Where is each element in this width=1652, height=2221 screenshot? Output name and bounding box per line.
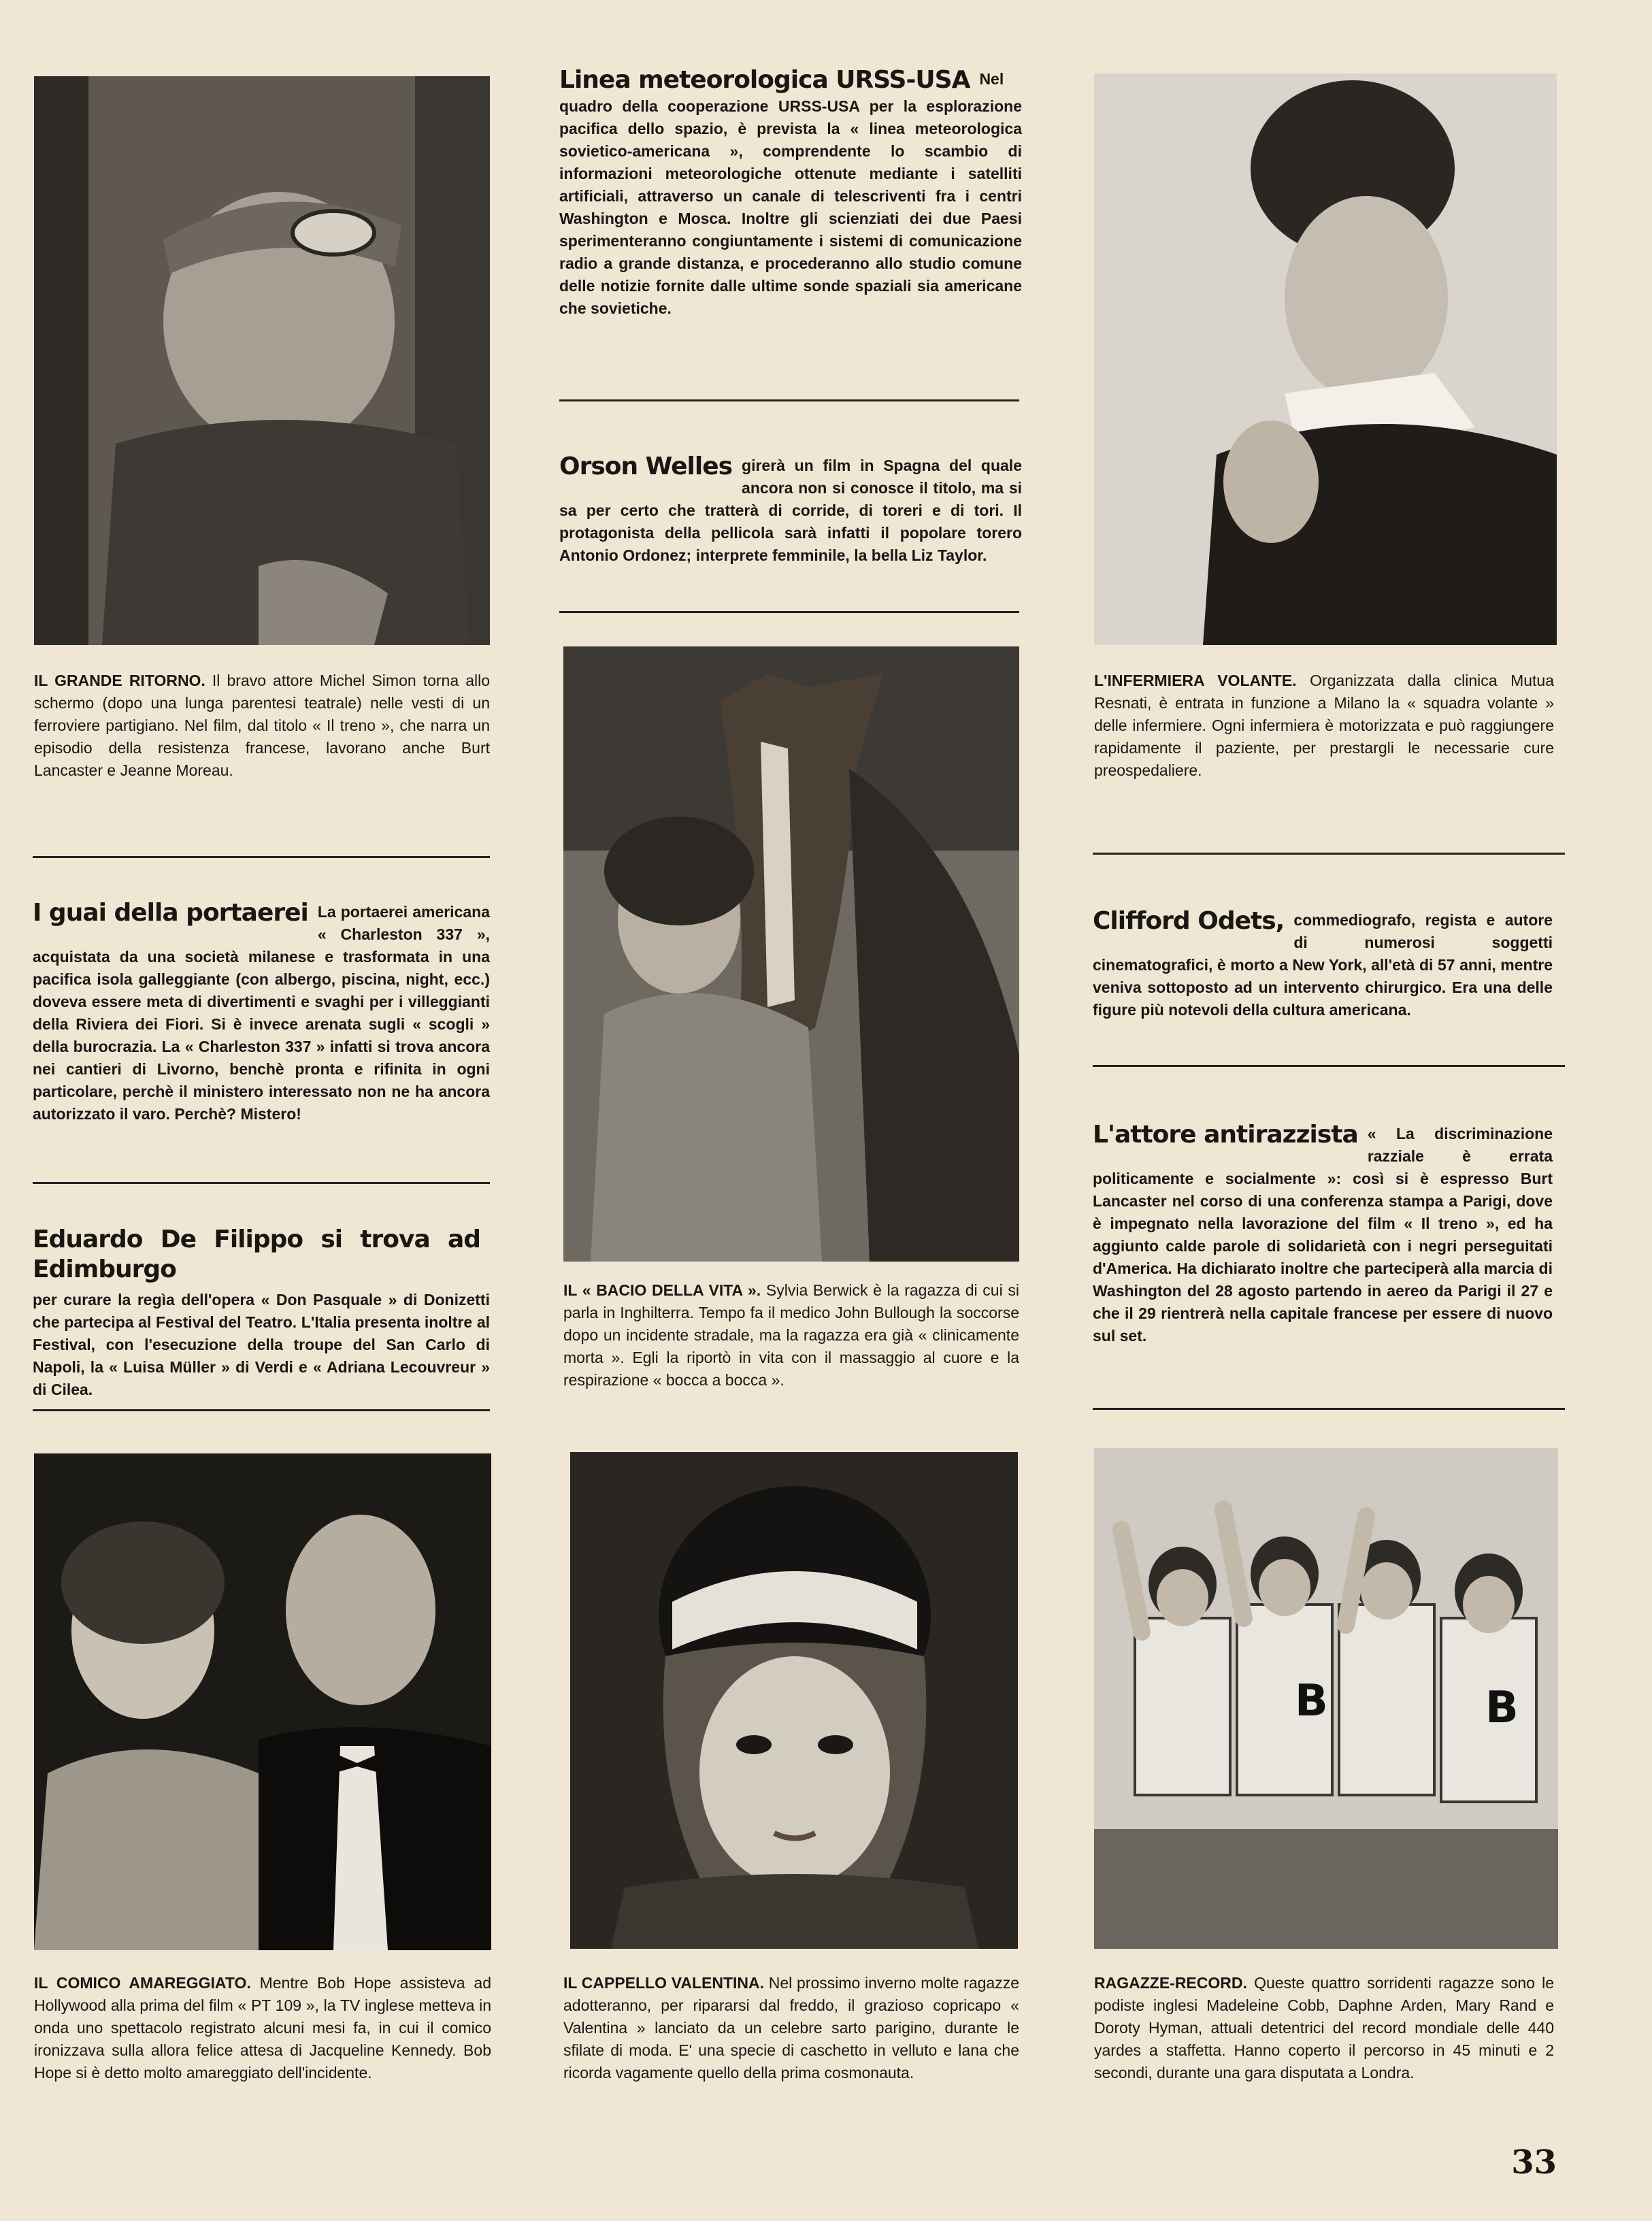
news-headline: Eduardo De Filippo si trova ad Edimburgo — [33, 1225, 480, 1283]
runner-bib-letter: B — [1485, 1683, 1519, 1733]
news-headline: L'attore antirazzista — [1093, 1121, 1358, 1149]
girl-and-horse-illustration — [563, 646, 1019, 1262]
couple-illustration — [34, 1453, 491, 1950]
caption-lead: IL COMICO AMAREGGIATO. — [34, 1974, 251, 1992]
divider — [559, 611, 1019, 613]
divider — [33, 1409, 490, 1411]
caption-ragazze-record — [1094, 1972, 1554, 2084]
caption-comico-amareggiato — [34, 1972, 491, 2084]
caption-lead: IL GRANDE RITORNO. — [34, 672, 205, 689]
divider — [1093, 1065, 1565, 1067]
photo-bacio-della-vita — [563, 646, 1019, 1262]
caption-body: Organizzata dalla clinica Mutua Resnati, è entrata in funzione a Milano la « squadra volante » delle infermiere. Ogni infermiera è motorizzata e può raggiungere rapidamente il paziente, per prestargli le necessarie cure preospedaliere. — [1094, 672, 1554, 779]
divider — [1093, 853, 1565, 855]
news-item-de-filippo — [33, 1225, 490, 1401]
nurse-illustration — [1094, 73, 1557, 645]
caption-grande-ritorno — [34, 670, 490, 782]
news-body: per curare la regìa dell'opera « Don Pasquale » di Donizetti che partecipa al Festival del Teatro. L'Italia presenta inoltre al Festival, con l'esecuzione della troupe del San Carlo di Napoli, la « Luisa Müller » di Verdi e « Adriana Lecouvreur » di Cilea. — [33, 1291, 490, 1398]
news-headline: Clifford Odets, — [1093, 907, 1285, 935]
caption-body: Queste quattro sorridenti ragazze sono le podiste inglesi Madeleine Cobb, Daphne Arden, Mary Rand e Doroty Hyman, attuali detentrici del record mondiale delle 440 yardes a staffetta. Hanno coperto il percorso in 45 minuti e 2 secondi, durante una gara disputata a Londra. — [1094, 1974, 1555, 2082]
news-body: « La discriminazione razziale è errata politicamente e socialmente »: così si è espresso Burt Lancaster nel corso di una conferenza stampa a Parigi, dove è impegnato nella lavorazione del film « Il treno », ed ha aggiunto calde parole di solidarietà con i negri perseguitati d'America. Ha dichiarato inoltre che parteciperà alla marcia di Washington del 28 agosto partendo in aereo da Parigi il 27 e che il 29 rientrerà nella capitale francese per essere di nuovo sul set. — [1093, 1125, 1553, 1345]
news-body: girerà un film in Spagna del quale ancora non si conosce il titolo, ma si sa per certo che tratterà di corride, di toreri e di tori. Il protagonista della pellicola sarà infatti il popolare torero Antonio Ordonez; interprete femminile, la bella Liz Taylor. — [559, 457, 1022, 564]
runner-bib-letter: B — [1295, 1676, 1328, 1726]
photo-bob-hope — [34, 1453, 491, 1950]
news-item-attore-antirazzista — [1093, 1123, 1553, 1347]
man-with-goggles-illustration — [34, 76, 490, 645]
photo-michel-simon — [34, 76, 490, 645]
divider — [33, 856, 490, 858]
news-body: La portaerei americana « Charleston 337 », acquistata da una società milanese e trasformata in una pacifica isola galleggiante (con albergo, piscina, night, ecc.) doveva essere meta di divertimenti e svaghi per i villeggianti della Riviera dei Fiori. Si è invece arenata sugli « scogli » della burocrazia. La « Charleston 337 » infatti si trova ancora nei cantieri di Livorno, benchè pronta e rifinita in ogni particolare, perchè il ministero interessato non ne ha ancora autorizzato il varo. Perchè? Mistero! — [33, 903, 490, 1123]
caption-lead: RAGAZZE-RECORD. — [1094, 1974, 1247, 1992]
caption-cappello-valentina — [563, 1972, 1019, 2084]
news-item-clifford-odets — [1093, 909, 1553, 1021]
caption-body: Il bravo attore Michel Simon torna allo schermo (dopo una lunga parentesi teatrale) nelle vesti di un ferroviere partigiano. Nel film, dal titolo « Il treno », che narra un episodio della resistenza francese, lavorano anche Burt Lancaster e Jeanne Moreau. — [34, 672, 490, 779]
news-headline: I guai della portaerei — [33, 899, 308, 927]
divider — [33, 1182, 490, 1184]
photo-cappello-valentina — [570, 1452, 1018, 1949]
divider — [559, 399, 1019, 401]
caption-infermiera — [1094, 670, 1554, 782]
news-headline: Linea meteorologica URSS-USA — [559, 66, 970, 94]
news-body: Nel quadro della cooperazione URSS-USA per la esplorazione pacifica dello spazio, è prevista la « linea meteorologica sovietico-americana », comprendente lo scambio di informazioni meteorologiche ottenute mediante i satelliti artificiali, attraverso un canale di telescriventi fra i centri Washington e Mosca. Inoltre gli scienziati dei due Paesi sperimenteranno congiuntamente i sistemi di comunicazione radio a grande distanza, e procederanno allo studio comune delle notizie fornite dalle ultime sonde spaziali sia americane che sovietiche. — [559, 70, 1022, 317]
caption-bacio-della-vita — [563, 1279, 1019, 1392]
caption-lead: L'INFERMIERA VOLANTE. — [1094, 672, 1297, 689]
news-item-portaerei — [33, 901, 490, 1125]
photo-ragazze-record — [1094, 1448, 1558, 1949]
caption-body: Sylvia Berwick è la ragazza di cui si parla in Inghilterra. Tempo fa il medico John Bullough la soccorse dopo un incidente stradale, ma la ragazza era già « clinicamente morta ». Egli la riportò in vita con il massaggio al cuore e la respirazione « bocca a bocca ». — [563, 1281, 1020, 1389]
caption-lead: IL « BACIO DELLA VITA ». — [563, 1281, 761, 1299]
news-item-urss-usa — [559, 68, 1022, 320]
woman-in-hat-illustration — [570, 1452, 1018, 1949]
photo-infermiera — [1094, 73, 1557, 645]
caption-body: Nel prossimo inverno molte ragazze adotteranno, per ripararsi dal freddo, il grazioso copricapo « Valentina » lanciato da un celebre sarto parigino, durante le sfilate di moda. E' una specie di caschetto in velluto e lana che ricorda vagamente quello della prima cosmonauta. — [563, 1974, 1019, 2082]
news-body: commediografo, regista e autore di numerosi soggetti cinematografici, è morto a New York, all'età di 57 anni, mentre veniva sottoposto ad un intervento chirurgico. Era una delle figure più notevoli della cultura americana. — [1093, 911, 1553, 1019]
page-number: 33 — [1511, 2143, 1557, 2182]
news-item-orson-welles — [559, 455, 1022, 567]
caption-body: Mentre Bob Hope assisteva ad Hollywood alla prima del film « PT 109 », la TV inglese metteva in onda uno spettacolo registrato alcuni mesi fa, in cui il comico ironizzava sulla allora felice attesa di Jacqueline Kennedy. Bob Hope si è detto molto amareggiato dell'incidente. — [34, 1974, 491, 2082]
news-headline: Orson Welles — [559, 453, 733, 480]
divider — [1093, 1408, 1565, 1410]
caption-lead: IL CAPPELLO VALENTINA. — [563, 1974, 765, 1992]
